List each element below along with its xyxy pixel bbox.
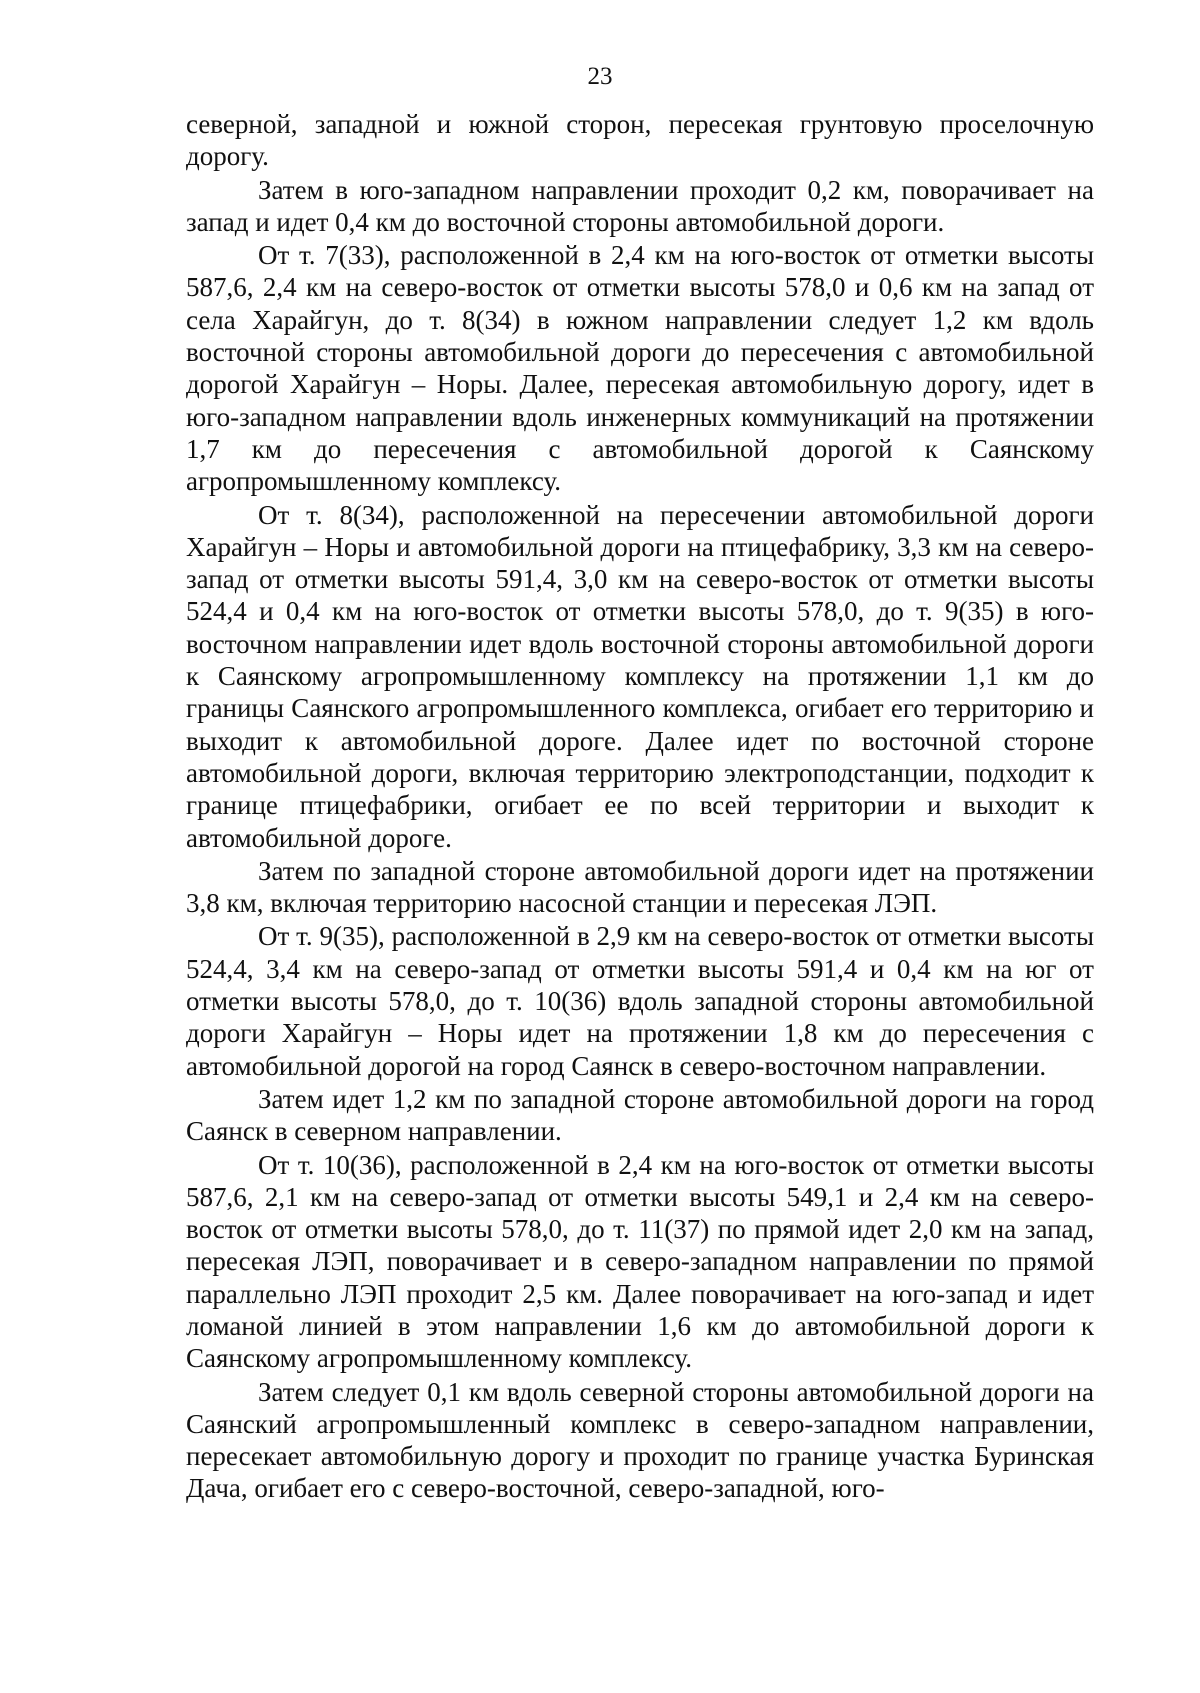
paragraph-5: Затем по западной стороне автомобильной дороги идет на протяжении 3,8 км, включая территорию насосной станции и пересекая ЛЭП. xyxy=(186,855,1094,919)
paragraph-8: От т. 10(36), расположенной в 2,4 км на юго-восток от отметки высоты 587,6, 2,1 км на северо-запад от отметки высоты 549,1 и 2,4 км на северо-восток от отметки высоты 578,0, до т. 11(37) по прямой идет 2,0 км на запад, пересекая ЛЭП, поворачивает и в северо-западном направлении по прямой параллельно ЛЭП проходит 2,5 км. Далее поворачивает на юго-запад и идет ломаной линией в этом направлении 1,6 км до автомобильной дороги к Саянскому агропромышленному комплексу. xyxy=(186,1149,1094,1374)
paragraph-1: северной, западной и южной сторон, пересекая грунтовую проселочную дорогу. xyxy=(186,109,1094,172)
paragraph-7: Затем идет 1,2 км по западной стороне автомобильной дороги на город Саянск в северном направлении. xyxy=(186,1083,1094,1147)
paragraph-2: Затем в юго-западном направлении проходит 0,2 км, поворачивает на запад и идет 0,4 км до восточной стороны автомобильной дороги. xyxy=(186,174,1094,237)
paragraph-4: От т. 8(34), расположенной на пересечении автомобильной дороги Харайгун – Норы и автомобильной дороги на птицефабрику, 3,3 км на северо-запад от отметки высоты 591,4, 3,0 км на северо-восток от отметки высоты 524,4 и 0,4 км на юго-восток от отметки высоты 578,0, до т. 9(35) в юго-восточном направлении идет вдоль восточной стороны автомобильной дороги к Саянскому агропромышленному комплексу на протяжении 1,1 км до границы Саянского агропромышленного комплекса, огибает его территорию и выходит к автомобильной дороге. Далее идет по восточной стороне автомобильной дороги, включая территорию электроподстанции, подходит к границе птицефабрики, огибает ее по всей территории и выходит к автомобильной дороге. xyxy=(186,499,1094,853)
paragraph-3: От т. 7(33), расположенной в 2,4 км на юго-восток от отметки высоты 587,6, 2,4 км на северо-восток от отметки высоты 578,0 и 0,6 км на запад от села Харайгун, до т. 8(34) в южном направлении следует 1,2 км вдоль восточной стороны автомобильной дороги до пересечения с автомобильной дорогой Харайгун – Норы. Далее, пересекая автомобильную дорогу, идет в юго-западном направлении вдоль инженерных коммуникаций на протяжении 1,7 км до пересечения с автомобильной дорогой к Саянскому агропромышленному комплексу. xyxy=(186,240,1094,497)
page-number: 23 xyxy=(587,63,613,90)
paragraph-9: Затем следует 0,1 км вдоль северной стороны автомобильной дороги на Саянский агропромышленный комплекс в северо-западном направлении, пересекает автомобильную дорогу и проходит по границе участка Буринская Дача, огибает его с северо-восточной, северо-западной, юго- xyxy=(186,1376,1094,1504)
document-body xyxy=(186,108,1094,1506)
paragraph-6: От т. 9(35), расположенной в 2,9 км на северо-восток от отметки высоты 524,4, 3,4 км на северо-запад от отметки высоты 591,4 и 0,4 км на юг от отметки высоты 578,0, до т. 10(36) вдоль западной стороны автомобильной дороги Харайгун – Норы идет на протяжении 1,8 км до пересечения с автомобильной дорогой на город Саянск в северо-восточном направлении. xyxy=(186,921,1094,1081)
